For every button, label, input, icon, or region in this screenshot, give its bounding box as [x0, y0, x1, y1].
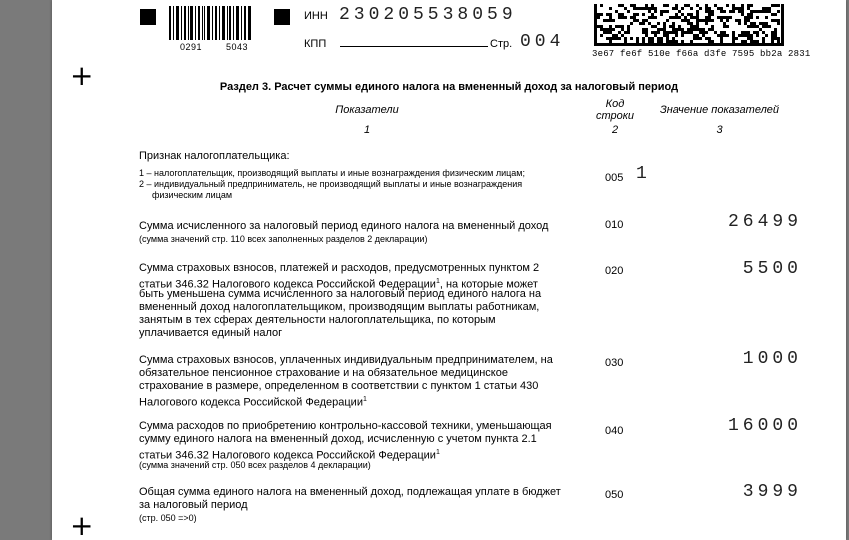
row-040-note: (сумма значений стр. 050 всех разделов 4 декларации)	[139, 460, 371, 470]
row-050-note: (стр. 050 =>0)	[139, 513, 197, 523]
page-number: 004	[520, 32, 565, 52]
row-030-value: 1000	[742, 349, 802, 369]
row-020-code: 020	[605, 265, 624, 277]
corner-marker-left	[140, 9, 156, 25]
row-010-title: Сумма исчисленного за налоговый период единого налога на вмененный доход	[139, 220, 549, 232]
kpp-label: КПП	[304, 38, 327, 50]
corner-marker-right	[274, 9, 290, 25]
qr-code-text: 3e67 fe6f 510e f66a d3fe 7595 bb2a 2831	[592, 49, 811, 59]
row-020-line-2-text: статьи 346.32 Налогового кодекса Российской Федерации	[139, 278, 436, 291]
section-title: Раздел 3. Расчет суммы единого налога на вмененный доход за налоговый период	[219, 81, 679, 93]
row-030-line-4	[139, 393, 367, 410]
row-020-line-1: Сумма страховых взносов, платежей и расходов, предусмотренных пунктом 2	[139, 262, 540, 274]
row-005-value: 1	[636, 164, 647, 184]
row-020-line-3: быть уменьшена сумма исчисленного за налоговый период единого налога на	[139, 288, 542, 300]
row-040-value: 16000	[727, 416, 802, 436]
row-005-option-1: 1 – налогоплательщик, производящий выплаты и иные вознаграждения физическим лицам;	[139, 168, 525, 178]
row-040-footnote-mark: 1	[435, 449, 440, 456]
row-020-line-6: уплачивается единый налог	[139, 327, 283, 339]
tax-form-page	[52, 0, 846, 540]
column-header-code-line2: строки	[595, 110, 635, 122]
row-020-line-2-tail: , на которые может	[439, 278, 538, 291]
row-005-code: 005	[605, 172, 624, 184]
inn-value: 230205538059	[339, 5, 517, 25]
row-010-code: 010	[605, 219, 624, 231]
row-040-line-2: сумму единого налога на вмененный доход, исчисленную с учетом пункта 2.1	[139, 433, 537, 445]
row-005-option-2: 2 – индивидуальный предприниматель, не производящий выплаты и иные вознаграждения	[139, 179, 523, 189]
row-020-value: 5500	[742, 259, 802, 279]
row-040-line-3-text: статьи 346.32 Налогового кодекса Российской Федерации	[139, 449, 436, 462]
column-header-code-line1: Код	[605, 98, 625, 110]
row-030-code: 030	[605, 357, 624, 369]
row-005-title: Признак налогоплательщика:	[139, 150, 290, 162]
registration-cross-top: +	[70, 59, 94, 92]
row-020-line-5: занятым в тех сферах деятельности налогоплательщика, по которым	[139, 314, 496, 326]
qr-code-image	[594, 4, 784, 46]
registration-cross-bottom: +	[70, 509, 94, 540]
row-005-option-2-cont: физическим лицам	[152, 190, 233, 200]
row-020-line-4: вмененный доход налогоплательщиком, производящим выплаты работникам,	[139, 301, 540, 313]
column-header-indicators: Показатели	[335, 104, 399, 116]
page-label: Стр.	[490, 38, 513, 50]
barcode-digits-left: 0291	[180, 42, 203, 52]
inn-label: ИНН	[304, 10, 328, 22]
row-030-footnote-mark: 1	[362, 396, 367, 403]
column-number-3: 3	[716, 124, 723, 136]
row-030-line-3: страхование в размере, определенном в соответствии с пунктом 1 статьи 430	[139, 380, 539, 392]
row-050-line-1: Общая сумма единого налога на вмененный доход, подлежащая уплате в бюджет	[139, 486, 561, 498]
row-030-line-2: обязательное пенсионное страхование и на обязательное медицинское	[139, 367, 508, 379]
row-040-code: 040	[605, 425, 624, 437]
row-010-note: (сумма значений стр. 110 всех заполненных разделов 2 декларации)	[139, 234, 428, 244]
row-040-line-1: Сумма расходов по приобретению контрольно-кассовой техники, уменьшающая	[139, 420, 552, 432]
kpp-empty-field	[340, 46, 488, 47]
row-030-line-1: Сумма страховых взносов, уплаченных индивидуальным предпринимателем, на	[139, 354, 553, 366]
row-050-line-2: за налоговый период	[139, 499, 248, 511]
column-number-2: 2	[611, 124, 619, 136]
column-header-value: Значение показателей	[659, 104, 780, 116]
column-number-1: 1	[363, 124, 371, 136]
row-050-code: 050	[605, 489, 624, 501]
row-020-footnote-mark: 1	[435, 278, 440, 285]
barcode-image	[169, 6, 251, 40]
row-030-line-4-text: Налогового кодекса Российской Федерации	[139, 396, 363, 409]
row-010-value: 26499	[727, 212, 802, 232]
row-050-value: 3999	[742, 482, 802, 502]
barcode-digits-right: 5043	[226, 42, 249, 52]
